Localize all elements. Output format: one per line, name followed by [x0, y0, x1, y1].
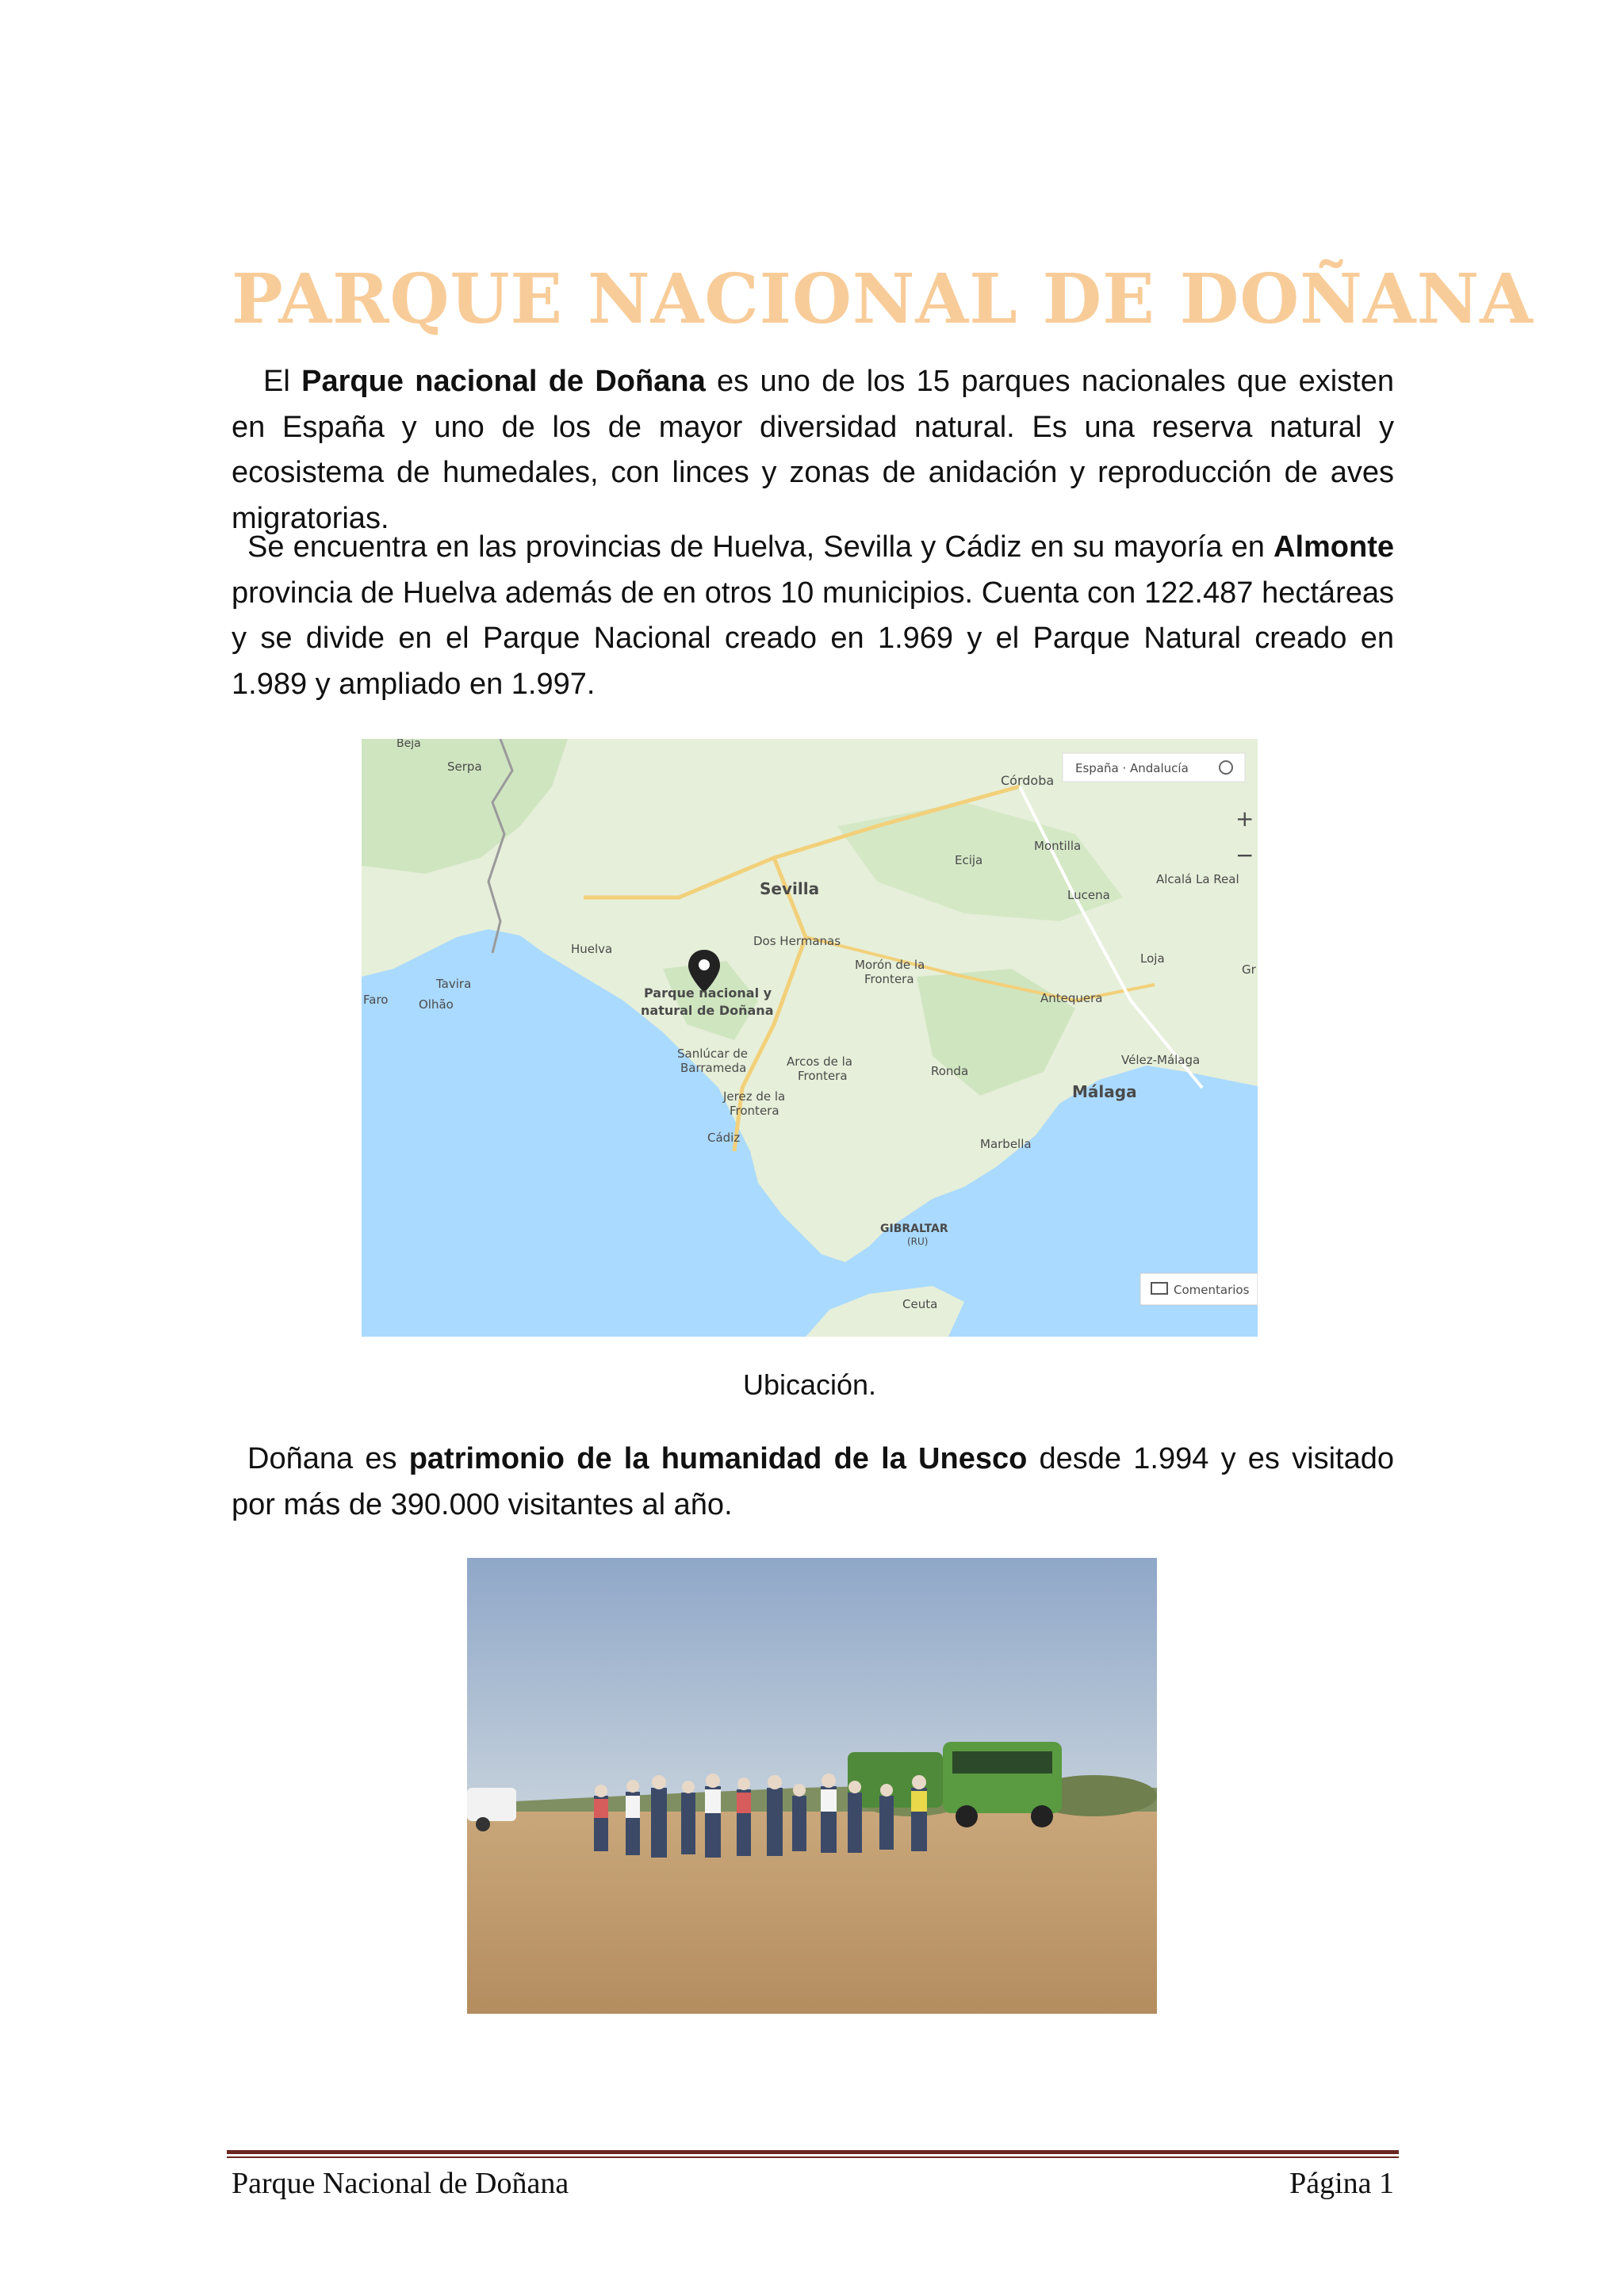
map-place-gibraltar: GIBRALTAR [880, 1223, 948, 1235]
map-place-velez: Vélez-Málaga [1121, 1053, 1201, 1067]
map-zoom-out-button[interactable] [1235, 842, 1254, 868]
paragraph-intro-pre: El [263, 365, 302, 398]
map-zoom-in-button[interactable] [1235, 806, 1254, 832]
map-place-dos-hermanas: Dos Hermanas [753, 934, 841, 948]
map-place-sanlucar-2: Barrameda [680, 1061, 747, 1075]
footer-rule-thin [227, 2156, 1399, 2158]
footer-page-number: Página 1 [1289, 2167, 1394, 2200]
map-region-chip[interactable] [1063, 753, 1245, 782]
footer-document-title: Parque Nacional de Doñana [232, 2167, 569, 2200]
visitors-photo [467, 1558, 1157, 2014]
map-feedback-button[interactable] [1140, 1273, 1258, 1305]
map-place-antequera: Antequera [1040, 991, 1103, 1005]
map-place-moron-2: Frontera [864, 972, 914, 986]
visitors-photo-graphic [467, 1558, 1157, 2014]
map-place-lucena: Lucena [1067, 888, 1110, 902]
paragraph-unesco-post: desde 1.994 y es visitado por más de 390.000 visitantes al año. [232, 1442, 1394, 1521]
paragraph-intro [232, 359, 1394, 541]
map-place-gr: Gr [1242, 962, 1256, 977]
map-graphic [362, 739, 1258, 1337]
paragraph-unesco [232, 1437, 1394, 1528]
paragraph-intro-bold: Parque nacional de Doñana [301, 365, 706, 398]
paragraph-unesco-pre: Doñana es [247, 1442, 409, 1475]
map-feedback-label: Comentarios [1174, 1283, 1250, 1297]
map-place-jerez: Jerez de la [723, 1089, 786, 1104]
map-place-sanlucar: Sanlúcar de [677, 1047, 749, 1061]
map-place-ceuta: Ceuta [902, 1297, 938, 1311]
map-marker-label-1: Parque nacional y [644, 985, 772, 1001]
map-place-cadiz: Cádiz [707, 1131, 741, 1145]
map-place-ronda: Ronda [931, 1064, 969, 1078]
footer-rule-thick [227, 2150, 1399, 2154]
map-place-cordoba: Córdoba [1001, 773, 1055, 788]
map-place-ecija: Ecija [955, 853, 983, 867]
map-place-montilla: Montilla [1034, 839, 1082, 853]
paragraph-intro-post: es uno de los 15 parques nacionales que existen en España y uno de los de mayor diversidad natural. Es una reserva natural y ecosistema de humedales, con linces y zonas de anidación y reproducción de aves migratorias. [232, 365, 1394, 535]
map-place-loja: Loja [1140, 951, 1165, 966]
map-place-marbella: Marbella [980, 1137, 1032, 1151]
map-place-jerez-2: Frontera [730, 1104, 779, 1118]
paragraph-location-pre: Se encuentra en las provincias de Huelva, Sevilla y Cádiz en su mayoría en [247, 530, 1274, 564]
map-place-serpa: Serpa [447, 760, 482, 774]
zoom-out-icon: − [1235, 842, 1254, 868]
map-place-huelva: Huelva [571, 942, 613, 956]
map-region-chip-label: España · Andalucía [1075, 761, 1189, 775]
paragraph-unesco-bold: patrimonio de la humanidad de la Unesco [408, 1442, 1028, 1475]
map-marker-label-2: natural de Doñana [641, 1003, 774, 1018]
map-place-alcala: Alcalá La Real [1156, 872, 1239, 886]
map-place-arcos-2: Frontera [798, 1069, 848, 1083]
paragraph-location [232, 525, 1394, 707]
paragraph-location-bold: Almonte [1274, 530, 1394, 564]
map-place-gibraltar-2: (RU) [907, 1236, 929, 1247]
map-caption: Ubicación. [742, 1368, 877, 1401]
map-place-olhao: Olhão [419, 997, 454, 1012]
map-place-faro: Faro [363, 993, 389, 1007]
page-title: PARQUE NACIONAL DE DOÑANA [232, 259, 1534, 339]
map-place-tavira: Tavira [436, 977, 472, 991]
map-place-moron: Morón de la [855, 958, 925, 972]
paragraph-location-post: provincia de Huelva además de en otros 10 municipios. Cuenta con 122.487 hectáreas y se divide en el Parque Nacional creado en 1.969 y el Parque Natural creado en 1.989 y ampliado en 1.997. [232, 576, 1394, 701]
map-place-malaga: Málaga [1072, 1082, 1137, 1101]
map-place-sevilla: Sevilla [760, 879, 820, 898]
location-map-image [362, 739, 1258, 1337]
footer-rule [227, 2150, 1399, 2158]
zoom-in-icon: + [1235, 806, 1254, 832]
map-place-beja: Beja [396, 739, 421, 750]
map-place-arcos: Arcos de la [787, 1054, 852, 1069]
